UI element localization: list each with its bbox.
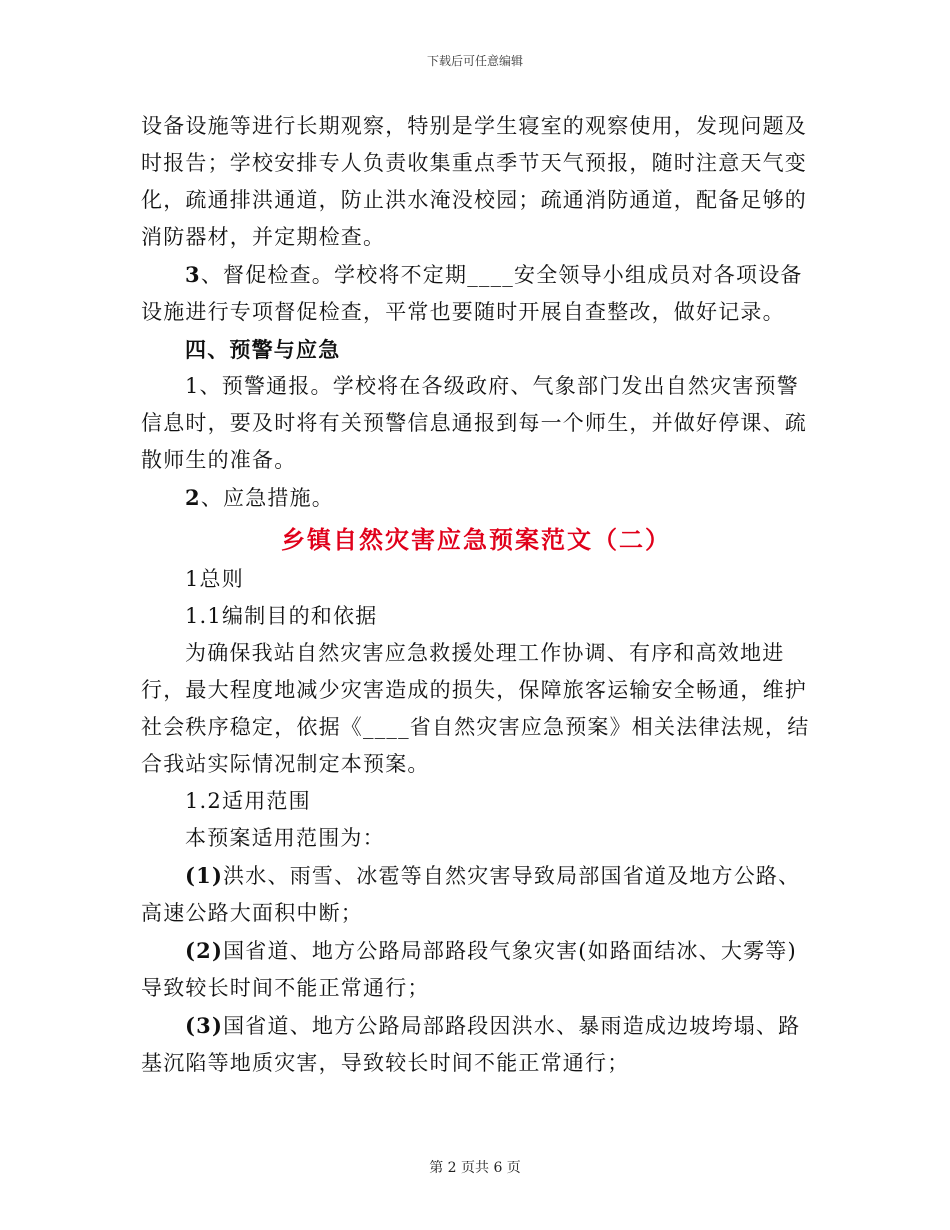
item-number: 3 bbox=[185, 262, 201, 287]
item-number: (2) bbox=[185, 938, 224, 963]
item-number: (3) bbox=[185, 1013, 224, 1038]
section-heading-warning: 四、预警与应急 bbox=[185, 337, 341, 362]
section-scope: 1.2适用范围 bbox=[185, 789, 311, 813]
item-number: (1) bbox=[185, 863, 224, 888]
paragraph-warning-notice: 1、预警通报。学校将在各级政府、气象部门发出自然灾害预警信息时，要及时将有关预警信息通报到每一个师生，并做好停课、疏散师生的准备。 bbox=[141, 374, 807, 472]
list-item-2 bbox=[141, 932, 811, 1007]
paragraph-supervision-check bbox=[141, 256, 811, 331]
list-item-3 bbox=[141, 1007, 811, 1082]
page-header-note: 下载后可任意编辑 bbox=[426, 54, 523, 68]
item-number: 2 bbox=[185, 485, 201, 510]
document-body bbox=[141, 108, 811, 1082]
paragraph-text: 、应急措施。 bbox=[200, 486, 335, 510]
list-item-text: 国省道、地方公路局部路段气象灾害(如路面结冰、大雾等)导致较长时间不能正常通行； bbox=[141, 939, 797, 1000]
document-title: 乡镇自然灾害应急预案范文（二） bbox=[281, 525, 671, 554]
paragraph-equipment-observation: 设备设施等进行长期观察，特别是学生寝室的观察使用，发现问题及时报告；学校安排专人负责收集重点季节天气预报，随时注意天气变化，疏通排洪通道，防止洪水淹没校园；疏通消防通道，配备足够的消防器材，并定期检查。 bbox=[141, 114, 807, 249]
paragraph-text: 、督促检查。学校将不定期____安全领导小组成员对各项设备设施进行专项督促检查，平常也要随时开展自查整改，做好记录。 bbox=[141, 263, 803, 324]
page-number: 第 2 页共 6 页 bbox=[429, 1160, 521, 1176]
section-purpose-basis: 1.1编制目的和依据 bbox=[185, 604, 378, 628]
list-item-1 bbox=[141, 857, 811, 932]
section-general: 1总则 bbox=[185, 567, 244, 591]
list-item-text: 国省道、地方公路局部路段因洪水、暴雨造成边坡垮塌、路基沉陷等地质灾害，导致较长时间不能正常通行； bbox=[141, 1014, 801, 1075]
list-item-text: 洪水、雨雪、冰雹等自然灾害导致局部国省道及地方公路、高速公路大面积中断； bbox=[141, 864, 801, 925]
paragraph-scope-intro: 本预案适用范围为： bbox=[185, 826, 385, 850]
paragraph-purpose: 为确保我站自然灾害应急救援处理工作协调、有序和高效地进行，最大程度地减少灾害造成的损失，保障旅客运输安全畅通，维护社会秩序稳定，依据《____省自然灾害应急预案》相关法律法规，结合我站实际情况制定本预案。 bbox=[141, 641, 810, 776]
paragraph-emergency-measures bbox=[141, 479, 811, 517]
